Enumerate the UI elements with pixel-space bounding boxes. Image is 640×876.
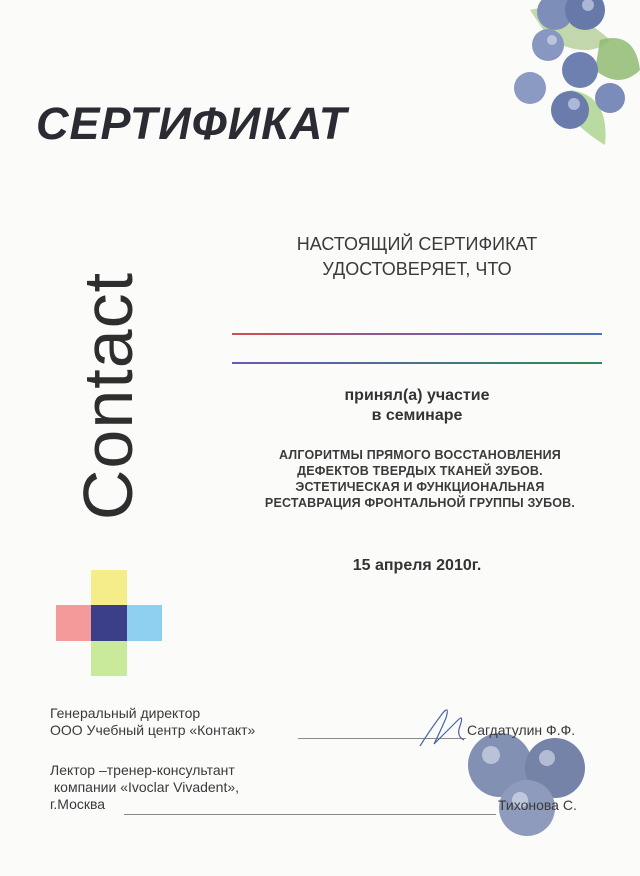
brand-logo-word: Contact (69, 271, 147, 521)
lecturer-title (50, 762, 239, 813)
seminar-line-2: ДЕФЕКТОВ ТВЕРДЫХ ТКАНЕЙ ЗУБОВ. (297, 464, 543, 478)
seminar-title (240, 447, 600, 511)
lecturer-title-line-3: г.Москва (50, 796, 106, 812)
recipient-name-line-1 (232, 333, 602, 335)
director-title-line-2: ООО Учебный центр «Контакт» (50, 722, 256, 738)
director-title-line-1: Генеральный директор (50, 705, 201, 721)
seminar-line-3: ЭСТЕТИЧЕСКАЯ И ФУНКЦИОНАЛЬНАЯ (295, 480, 545, 494)
seminar-line-4: РЕСТАВРАЦИЯ ФРОНТАЛЬНОЙ ГРУППЫ ЗУБОВ. (264, 496, 576, 510)
lecturer-title-line-2: компании «Ivoclar Vivadent», (50, 779, 240, 795)
logo-square-bottom (91, 641, 127, 676)
intro-line-1: НАСТОЯЩИЙ СЕРТИФИКАТ (296, 234, 538, 254)
director-title (50, 705, 255, 739)
recipient-name-line-2 (232, 362, 602, 364)
intro-line-2: УДОСТОВЕРЯЕТ, ЧТО (322, 259, 512, 279)
blueberries-bottom-image (455, 720, 605, 840)
lecturer-title-line-1: Лектор –тренер-консультант (50, 762, 235, 778)
lecturer-name: Тихонова С. (498, 797, 577, 813)
participation-line-2: в семинаре (371, 407, 463, 424)
logo-square-right (127, 605, 162, 641)
logo-square-top (91, 570, 127, 605)
brand-logo-cross (56, 570, 162, 676)
participation-text (232, 386, 602, 426)
lecturer-signature-line (124, 814, 496, 815)
director-signature-image (412, 700, 472, 752)
participation-line-1: принял(а) участие (344, 387, 490, 404)
logo-square-left (56, 605, 91, 641)
seminar-date: 15 апреля 2010г. (352, 557, 482, 574)
intro-text (232, 232, 602, 282)
logo-square-center (91, 605, 127, 641)
certificate-title: СЕРТИФИКАТ (36, 98, 348, 149)
blueberries-top-image (470, 0, 640, 150)
director-name: Сагдатулин Ф.Ф. (467, 722, 576, 738)
seminar-line-1: АЛГОРИТМЫ ПРЯМОГО ВОССТАНОВЛЕНИЯ (279, 448, 561, 462)
